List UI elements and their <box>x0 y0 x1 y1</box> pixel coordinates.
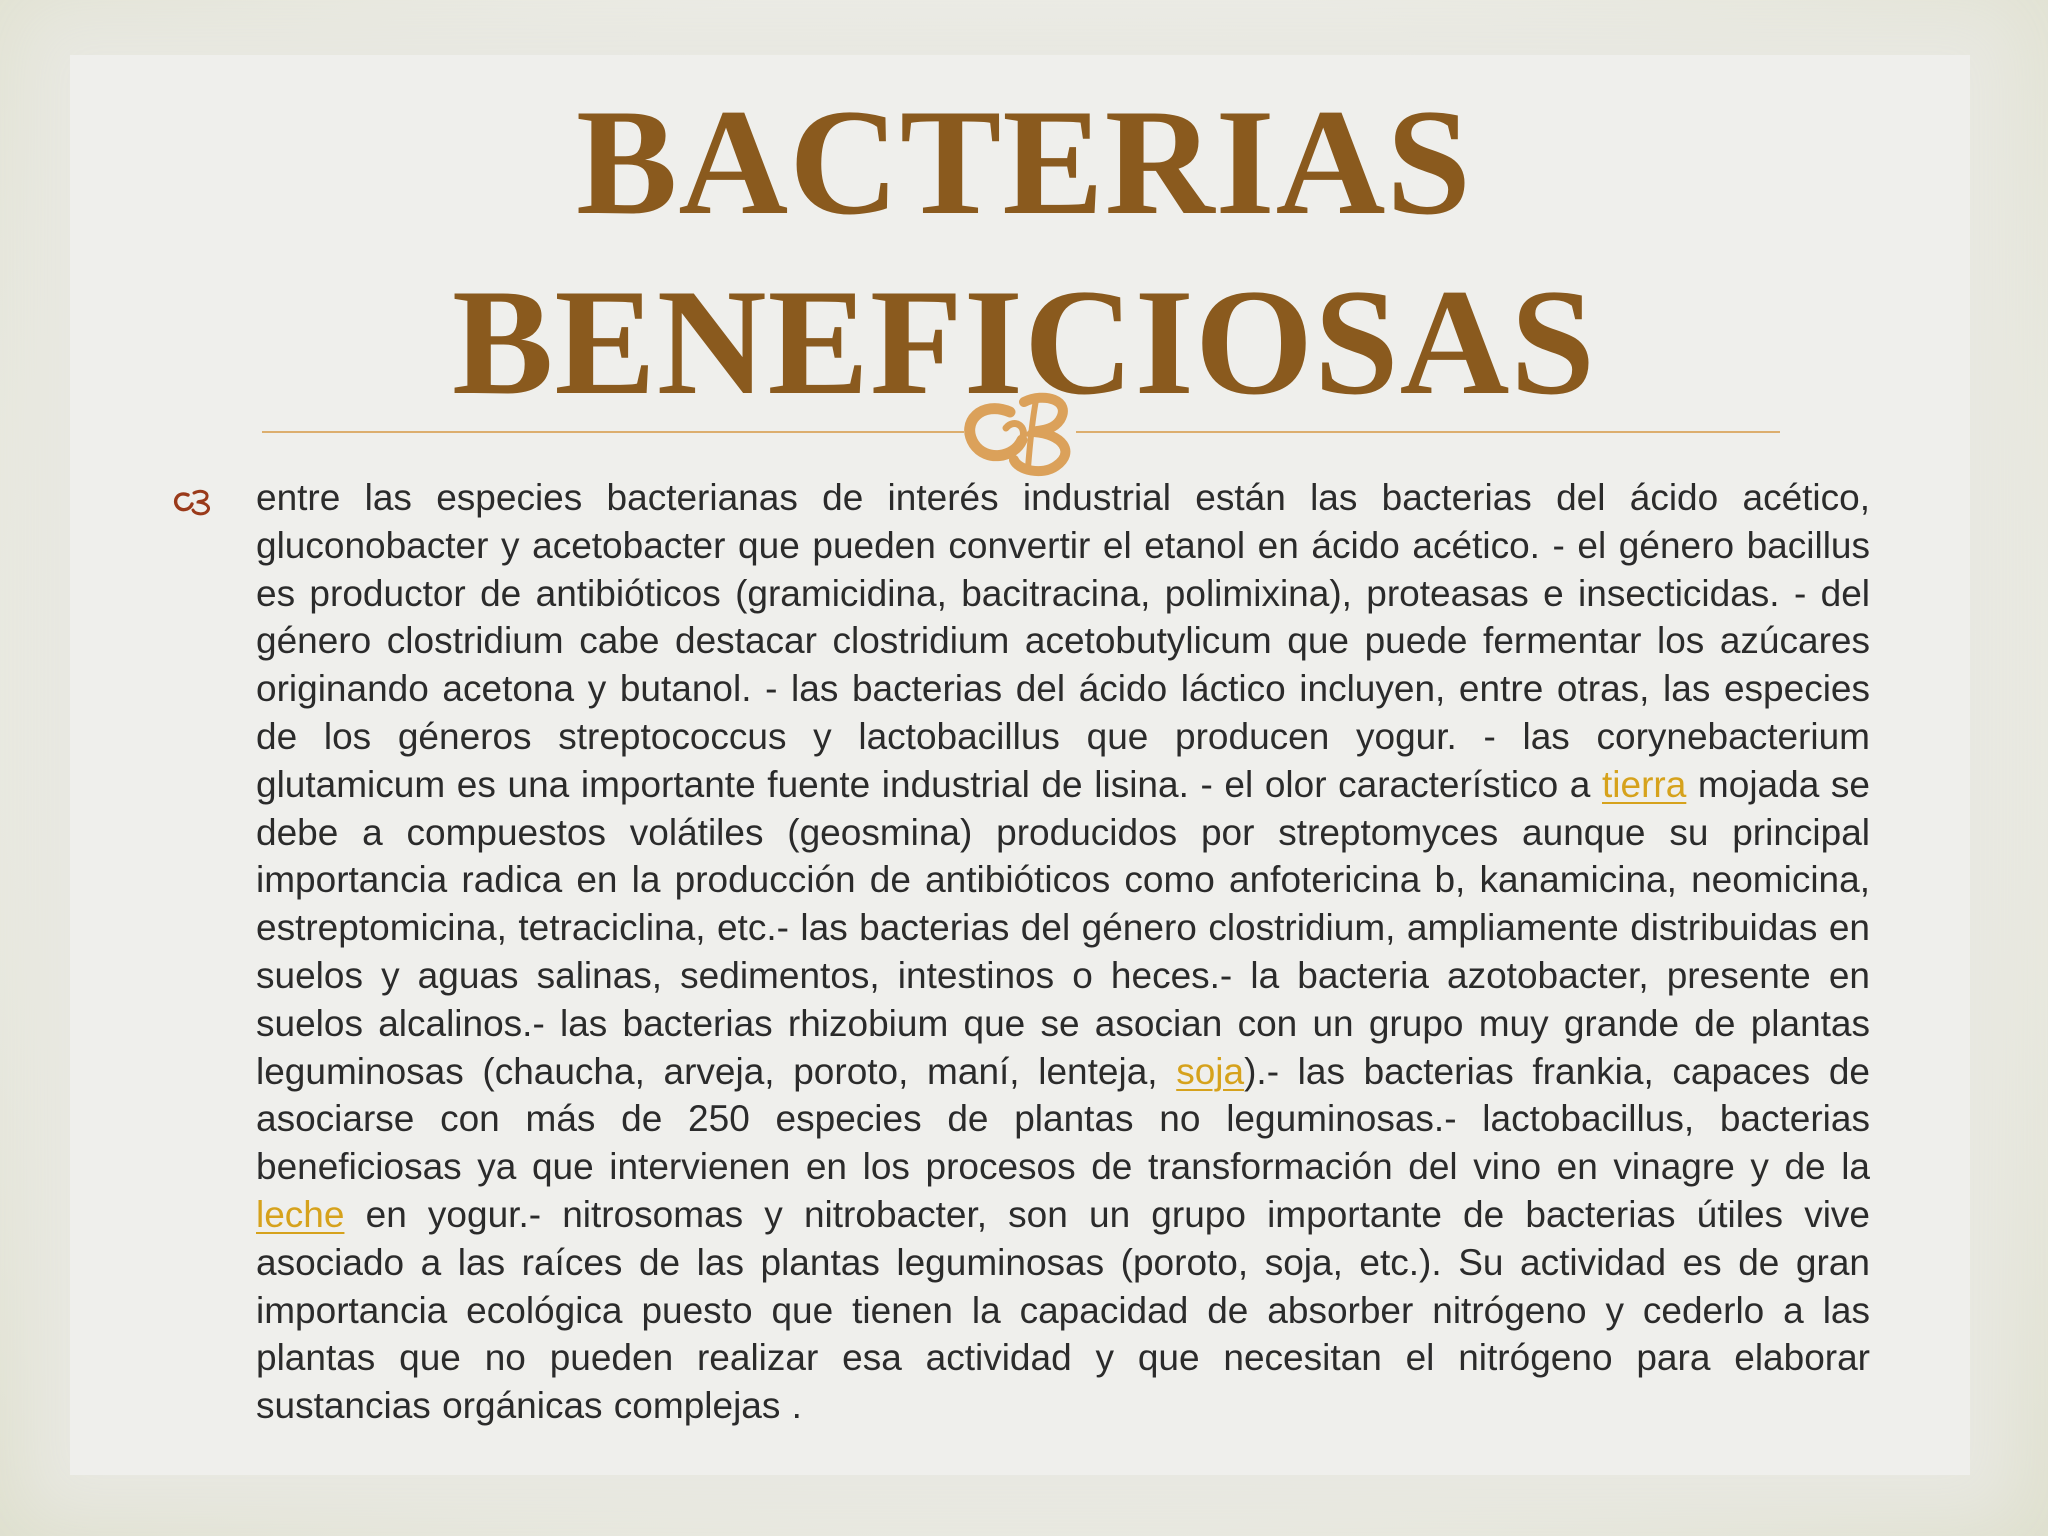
title-line-1: BACTERIAS <box>576 78 1472 246</box>
link-leche[interactable]: leche <box>256 1193 345 1235</box>
title-divider-left <box>262 431 964 433</box>
title-line-2: BENEFICIOSAS <box>452 258 1596 426</box>
paragraph-text-4: en yogur.- nitrosomas y nitrobacter, son un grupo importante de bacterias útiles vive asociado a las raíces de las plantas leguminosas (poroto, soja, etc.). Su actividad es de gran importancia ecológica puesto que tienen la capacidad de absorber nitrógeno y cederlo a las plantas que no pueden realizar esa actividad y que necesitan el nitrógeno para elaborar sustancias orgánicas complejas . <box>256 1193 1870 1427</box>
slide-title <box>0 72 2048 432</box>
link-tierra[interactable]: tierra <box>1602 763 1687 805</box>
link-soja[interactable]: soja <box>1176 1050 1245 1092</box>
body-paragraph <box>256 474 1870 1430</box>
title-divider-right <box>1076 431 1780 433</box>
paragraph-text-3: ).- las bacterias frankia, capaces de asociarse con más de 250 especies de plantas no leguminosas.- lactobacillus, bacterias beneficiosas ya que intervienen en los procesos de transformación del vino en vinagre y de la <box>256 1050 1870 1188</box>
ornamental-swash-icon <box>952 382 1092 482</box>
curly-bullet-icon <box>172 486 214 516</box>
paragraph-text-2: mojada se debe a compuestos volátiles (geosmina) producidos por streptomyces aunque su principal importancia radica en la producción de antibióticos como anfotericina b, kanamicina, neomicina, estreptomicina, tetraciclina, etc.- las bacterias del género clostridium, ampliamente distribuidas en suelos y aguas salinas, sedimentos, intestinos o heces.- la bacteria azotobacter, presente en suelos alcalinos.- las bacterias rhizobium que se asocian con un grupo muy grande de plantas leguminosas (chaucha, arveja, poroto, maní, lenteja, <box>256 763 1870 1092</box>
paragraph-text-1: entre las especies bacterianas de interés industrial están las bacterias del ácido acético, gluconobacter y acetobacter que pueden convertir el etanol en ácido acético. - el género bacillus es productor de antibióticos (gramicidina, bacitracina, polimixina), proteasas e insecticidas. - del género clostridium cabe destacar clostridium acetobutylicum que puede fermentar los azúcares originando acetona y butanol. - las bacterias del ácido láctico incluyen, entre otras, las especies de los géneros streptococcus y lactobacillus que producen yogur. - las corynebacterium glutamicum es una importante fuente industrial de lisina. - el olor característico a <box>256 477 1870 805</box>
